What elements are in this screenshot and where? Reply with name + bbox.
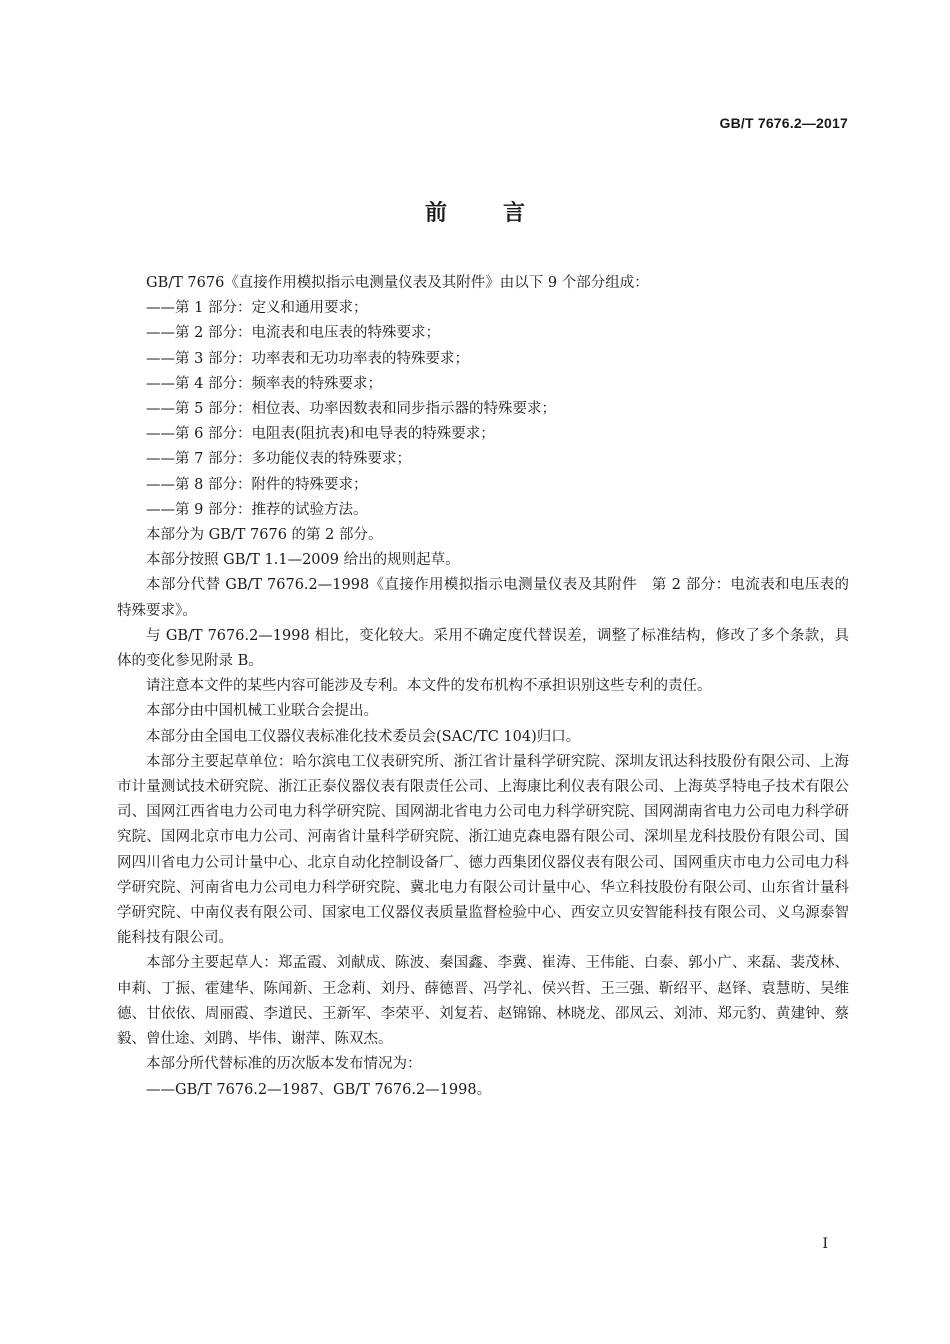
intro-paragraph: GB/T 7676《直接作用模拟指示电测量仪表及其附件》由以下 9 个部分组成： xyxy=(146,275,649,291)
body-paragraph: 本部分所代替标准的历次版本发布情况为： xyxy=(146,1056,422,1073)
title-char-2: 言 xyxy=(503,201,526,226)
page-number: I xyxy=(822,1236,828,1252)
body-paragraph: 本部分代替 GB/T 7676.2—1998《直接作用模拟指示电测量仪表及其附件 第 2 部分：电流表和电压表的特殊要求》。 xyxy=(117,577,849,619)
part-list-item: ——第 1 部分：定义和通用要求； xyxy=(146,300,368,317)
part-list-item: ——第 3 部分：功率表和无功功率表的特殊要求； xyxy=(146,350,469,367)
drafters: 本部分主要起草人：郑孟霞、刘献成、陈波、秦国鑫、李冀、崔涛、王伟能、白泰、郭小广、来磊、裴茂林、申莉、丁振、霍建华、陈闻新、王念莉、刘丹、薛德晋、冯学礼、侯兴哲、王三强、靳绍平、赵铎、袁慧昉、吴维德、甘依依、周丽霞、李道民、王新军、李荣平、刘复若、赵锦锦、林晓龙、邵凤云、刘沛、郑元豹、黄建钟、蔡毅、曾仕途、刘鹍、毕伟、谢萍、陈双杰。 xyxy=(117,955,849,1048)
previous-editions: ——GB/T 7676.2—1987、GB/T 7676.2—1998。 xyxy=(146,1081,492,1098)
part-list-item: ——第 9 部分：推荐的试验方法。 xyxy=(146,501,368,518)
part-list-item: ——第 8 部分：附件的特殊要求； xyxy=(146,476,368,493)
body-paragraph: 本部分为 GB/T 7676 的第 2 部分。 xyxy=(146,527,383,544)
drafting-organizations: 本部分主要起草单位：哈尔滨电工仪表研究所、浙江省计量科学研究院、深圳友讯达科技股份有限公司、上海市计量测试技术研究院、浙江正泰仪器仪表有限责任公司、上海康比利仪表有限公司、上海英孚特电子技术有限公司、国网江西省电力公司电力科学研究院、国网湖北省电力公司电力科学研究院、国网湖南省电力公司电力科学研究院、国网北京市电力公司、河南省计量科学研究院、浙江迪克森电器有限公司、深圳星龙科技股份有限公司、国网四川省电力公司计量中心、北京自动化控制设备厂、德力西集团仪器仪表有限公司、国网重庆市电力公司电力科学研究院、河南省电力公司电力科学研究院、冀北电力有限公司计量中心、华立科技股份有限公司、山东省计量科学研究院、中南仪表有限公司、国家电工仪器仪表质量监督检验中心、西安立贝安智能科技有限公司、义乌源泰智能科技有限公司。 xyxy=(117,753,849,947)
part-list-item: ——第 5 部分：相位表、功率因数表和同步指示器的特殊要求； xyxy=(146,401,556,418)
foreword-body xyxy=(117,271,849,1103)
body-paragraph: 本部分按照 GB/T 1.1—2009 给出的规则起草。 xyxy=(146,552,460,569)
standard-code: GB/T 7676.2—2017 xyxy=(719,115,848,131)
part-list-item: ——第 7 部分：多功能仪表的特殊要求； xyxy=(146,451,411,468)
body-paragraph: 与 GB/T 7676.2—1998 相比，变化较大。采用不确定度代替误差，调整了标准结构，修改了多个条款，具体的变化参见附录 B。 xyxy=(117,627,849,670)
part-list-item: ——第 2 部分：电流表和电压表的特殊要求； xyxy=(146,325,440,342)
body-paragraph: 本部分由全国电工仪器仪表标准化技术委员会(SAC/TC 104)归口。 xyxy=(146,728,581,745)
title-char-1: 前 xyxy=(424,201,447,226)
page-title xyxy=(0,196,950,227)
part-list-item: ——第 6 部分：电阻表(阻抗表)和电导表的特殊要求； xyxy=(146,426,495,443)
patent-notice: 请注意本文件的某些内容可能涉及专利。本文件的发布机构不承担识别这些专利的责任。 xyxy=(146,678,712,695)
part-list-item: ——第 4 部分：频率表的特殊要求； xyxy=(146,375,382,392)
body-paragraph: 本部分由中国机械工业联合会提出。 xyxy=(146,703,378,720)
